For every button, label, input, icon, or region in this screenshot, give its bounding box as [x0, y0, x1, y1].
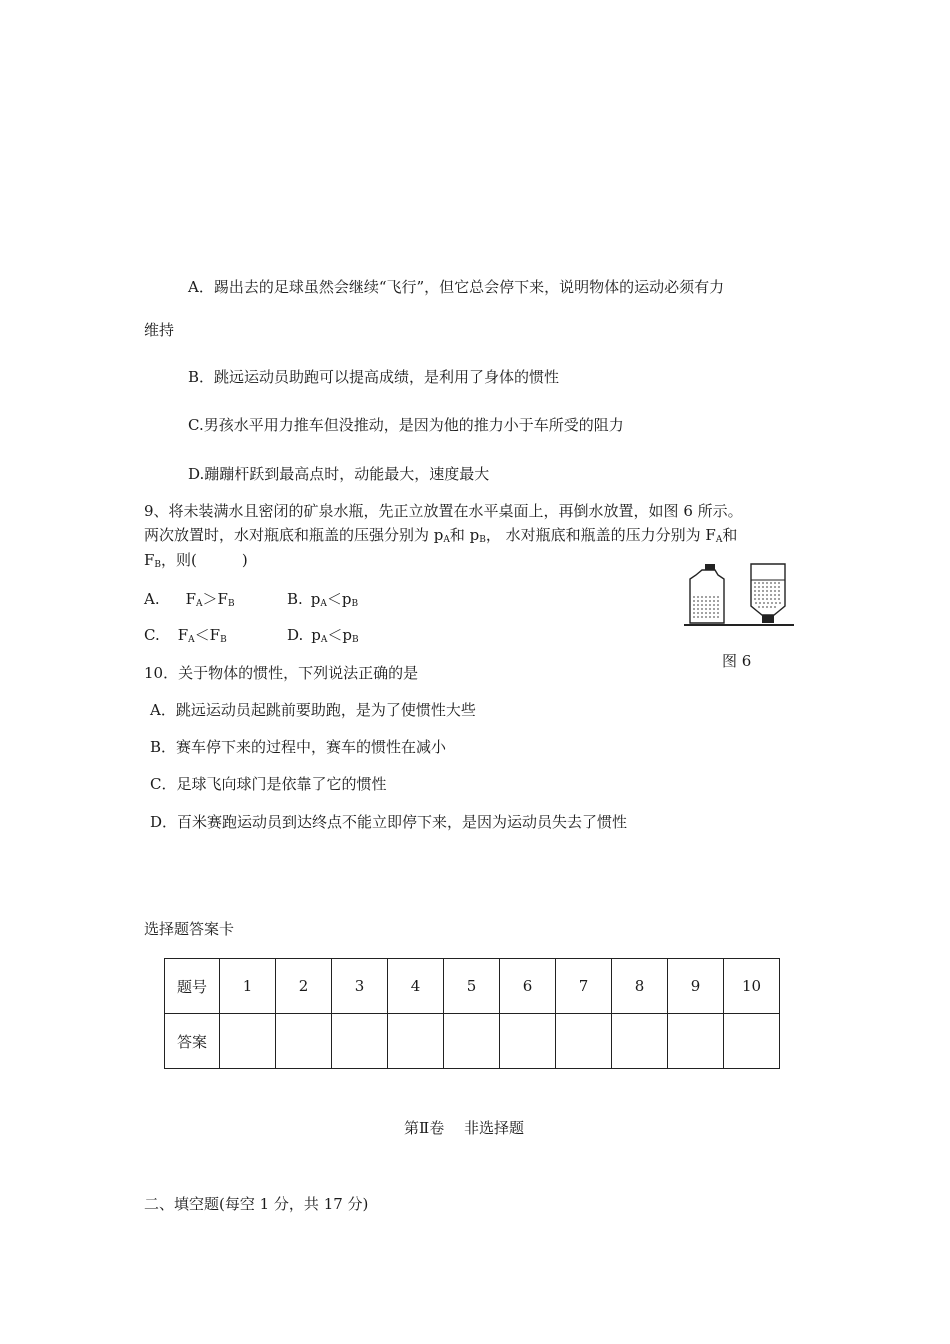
- inverted-bottle: [751, 564, 785, 623]
- question-number: 7: [556, 959, 612, 1014]
- answer-cell[interactable]: [556, 1014, 612, 1069]
- section-ii-title: 第Ⅱ卷 非选择题: [404, 1119, 524, 1137]
- fill-in-section-title: 二、填空题(每空 1 分，共 17 分): [144, 1195, 369, 1213]
- q8-option-c: C.男孩水平用力推车但没推动，是因为他的推力小于车所受的阻力: [188, 416, 624, 434]
- upright-bottle: [690, 564, 724, 623]
- answer-cell[interactable]: [388, 1014, 444, 1069]
- q9-option-b: B. $p_A<p_B$: [287, 590, 359, 609]
- q8-option-b: B．跳远运动员助跑可以提高成绩，是利用了身体的惯性: [188, 368, 560, 386]
- q9-option-d: D. $p_A<p_B$: [287, 626, 359, 645]
- bottles-figure: [684, 562, 794, 632]
- answer-cell[interactable]: [500, 1014, 556, 1069]
- answer-cell[interactable]: [668, 1014, 724, 1069]
- q10-option-a: A．跳远运动员起跳前要助跑，是为了使惯性大些: [150, 701, 476, 719]
- question-number: 1: [220, 959, 276, 1014]
- q8-option-a-line1: A．踢出去的足球虽然会继续“飞行”，但它总会停下来，说明物体的运动必须有力: [188, 278, 725, 296]
- answer-cell[interactable]: [724, 1014, 780, 1069]
- answer-row-header: 答案: [165, 1014, 220, 1069]
- number-row-header: 题号: [165, 959, 220, 1014]
- answer-cell[interactable]: [612, 1014, 668, 1069]
- number-row: [165, 959, 780, 1014]
- question-number: 6: [500, 959, 556, 1014]
- answer-card-title: 选择题答案卡: [144, 920, 235, 938]
- q9-stem-line2: 两次放置时，水对瓶底和瓶盖的压强分别为 $p_A$和 $p_B$， 水对瓶底和瓶盖的压力分别为 $F_A$和: [144, 526, 738, 545]
- q10-option-c: C．足球飞向球门是依靠了它的惯性: [150, 775, 387, 793]
- q9-stem-line1: 9、将未装满水且密闭的矿泉水瓶，先正立放置在水平桌面上，再倒水放置，如图 6 所示。: [144, 502, 743, 520]
- q8-option-a-line2: 维持: [144, 321, 175, 339]
- question-number: 5: [444, 959, 500, 1014]
- answer-cell[interactable]: [444, 1014, 500, 1069]
- question-number: 4: [388, 959, 444, 1014]
- answer-card-table: [164, 958, 780, 1069]
- question-number: 2: [276, 959, 332, 1014]
- answer-cell[interactable]: [332, 1014, 388, 1069]
- q9-option-a: A. $F_A>F_B$: [144, 590, 235, 609]
- question-number: 10: [724, 959, 780, 1014]
- question-number: 8: [612, 959, 668, 1014]
- figure-caption: 图 6: [722, 652, 752, 670]
- question-number: 3: [332, 959, 388, 1014]
- q10-stem: 10．关于物体的惯性，下列说法正确的是: [144, 664, 419, 682]
- q9-option-c: C. $F_A<F_B$: [144, 626, 227, 645]
- q10-option-d: D．百米赛跑运动员到达终点不能立即停下来，是因为运动员失去了惯性: [150, 813, 628, 831]
- q8-option-d: D.蹦蹦杆跃到最高点时，动能最大，速度最大: [188, 465, 490, 483]
- answer-row: [165, 1014, 780, 1069]
- question-number: 9: [668, 959, 724, 1014]
- q10-option-b: B．赛车停下来的过程中，赛车的惯性在减小: [150, 738, 447, 756]
- answer-cell[interactable]: [220, 1014, 276, 1069]
- answer-cell[interactable]: [276, 1014, 332, 1069]
- q9-stem-line3: $F_B$，则( ): [144, 551, 248, 570]
